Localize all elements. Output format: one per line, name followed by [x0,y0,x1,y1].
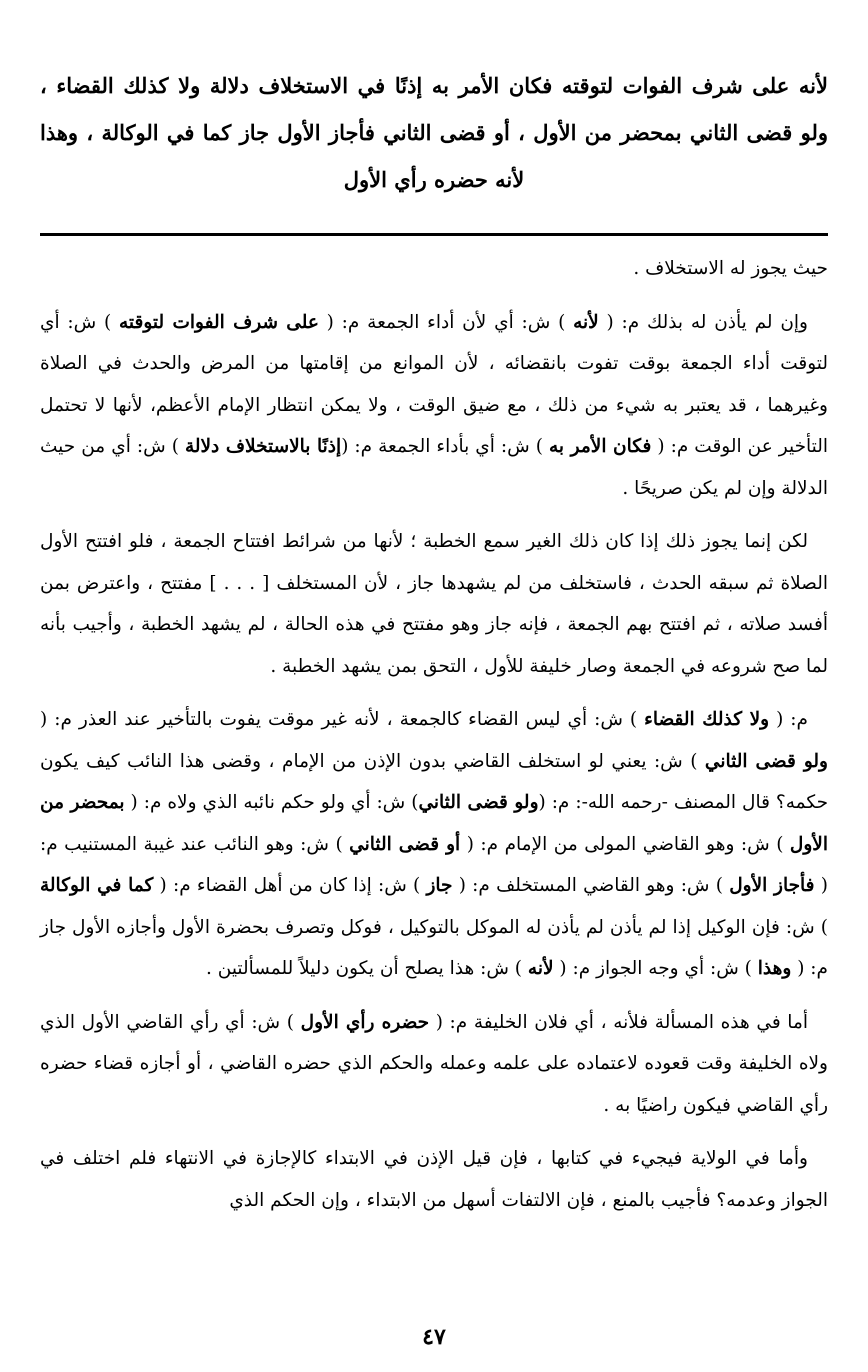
quoted-matn: بمحضر من الأول [40,792,828,855]
text-run: ) ش: أي رأي القاضي الأول الذي ولاه الخليفة وقت قعوده لاعتماده على علمه وعمله والحكم الذي حضره القاضي ، أو أجازه قضاء حضره رأي القاضي فيكون راضيًا به . [40,1011,828,1116]
commentary-paragraph-2 [40,302,828,510]
quoted-matn: فأجاز الأول [729,875,815,896]
quoted-matn: إذنًا بالاستخلاف دلالة [184,436,342,457]
text-run: أما في هذه المسألة فلأنه ، أي فلان الخليفة م: ( [429,1011,808,1033]
text-run: ) ش: وهو القاضي المستخلف م: ( [452,875,730,896]
quoted-matn: لأنه [527,958,554,979]
quoted-matn: ولا كذلك القضاء [644,709,770,730]
text-run: ) ش: أي ليس القضاء كالجمعة ، لأنه غير موقت يفوت بالتأخير عند العذر م: ( [40,709,645,730]
text-run: م: ( [769,709,808,730]
commentary-paragraph-4 [40,699,828,990]
quoted-matn: فكان الأمر به [549,436,652,457]
commentary-paragraph-1: حيث يجوز له الاستخلاف . [633,258,828,279]
separator-line [40,233,828,236]
text-run: ) ش: أي لتوقت أداء الجمعة بوقت تفوت بانقضائه ، لأن الموانع من إقامتها من المرض والحدث في الصلاة وغيرهما ، قد يعتبر به شيء من ذلك ، مع ضيق الوقت ، ولا يمكن انتظار الإمام الأعظم، لأنها لا تحتمل التأخير عن الوقت م: ( [40,311,829,457]
text-run: ) ش: أي من حيث الدلالة وإن لم يكن صريحًا . [40,436,828,499]
text-run: ) ش: وهو القاضي المولى من الإمام م: ( [460,833,790,855]
quoted-matn: على شرف الفوات لتوقته [119,311,319,333]
text-run: ) ش: أي لأن أداء الجمعة م: ( [318,311,574,333]
text-run: ) ش: أي ولو حكم نائبه الذي ولاه م: ( [124,792,419,813]
quoted-matn: وهذا [757,958,792,979]
commentary-paragraph-3: لكن إنما يجوز ذلك إذا كان ذلك الغير سمع الخطبة ؛ لأنها من شرائط افتتاح الجمعة ، فلو افتتح الأول الصلاة ثم سبقه الحدث ، فاستخلف من لم يشهدها جاز ، لأن المستخلف [ . . . ] مفتتح ، واعترض بمن أفسد صلاته ، ثم افتتح بهم الجمعة ، فإنه جاز وهو مفتتح في هذه الحالة ، لم يشهد الخطبة ، وأجيب بأنه لما صح شروعه في الجمعة وصار خليفة للأول ، التحق بمن يشهد الخطبة . [40,531,828,677]
text-run: ) ش: أي بأداء الجمعة م: ( [341,436,549,457]
quoted-matn: ولو قضى الثاني [418,792,539,813]
commentary [40,248,828,1221]
text-run: ) ش: أي وجه الجواز م: ( [553,958,758,979]
text-run: ) ش: فإن الوكيل إذا لم يأذن لم يأذن له الموكل بالتوكيل ، فوكل وتصرف بحضرة الأول وأجازه الأول جاز م: ( [40,916,828,979]
text-run: ) ش: وهو النائب عند غيبة المستنيب م: ( [40,833,828,896]
commentary-paragraph-5 [40,1002,828,1127]
quoted-matn: لأنه [573,311,599,333]
text-run: وإن لم يأذن له بذلك م: ( [598,311,808,333]
quoted-matn: حضره رأي الأول [300,1011,430,1033]
quoted-matn: جاز [426,875,453,896]
page-number: ٤٧ [422,1324,446,1350]
commentary-paragraph-6: وأما في الولاية فيجيء في كتابها ، فإن قيل الإذن في الابتداء كالإجازة في الانتهاء فلم اختلف في الجواز وعدمه؟ فأجيب بالمنع ، فإن الالتفات أسهل من الابتداء ، وإن الحكم الذي [40,1148,828,1211]
main-text: لأنه على شرف الفوات لتوقته فكان الأمر به إذنًا في الاستخلاف دلالة ولا كذلك القضاء ، ولو قضى الثاني بمحضر من الأول ، أو قضى الثاني فأجاز الأول جاز كما في الوكالة ، وهذا لأنه حضره رأي الأول [40,73,828,192]
quoted-matn: أو قضى الثاني [349,833,461,855]
text-run: ) ش: يعني لو استخلف القاضي بدون الإذن من الإمام ، وقضى هذا النائب كيف يكون حكمه؟ قال المصنف -رحمه الله-: م: ( [40,750,829,813]
text-run: ) ش: هذا يصلح أن يكون دليلاً للمسألتين . [205,958,528,979]
text-run: ) ش: إذا كان من أهل القضاء م: ( [153,875,427,896]
quoted-matn: كما في الوكالة [40,875,154,896]
quoted-matn: ولو قضى الثاني [704,750,828,772]
